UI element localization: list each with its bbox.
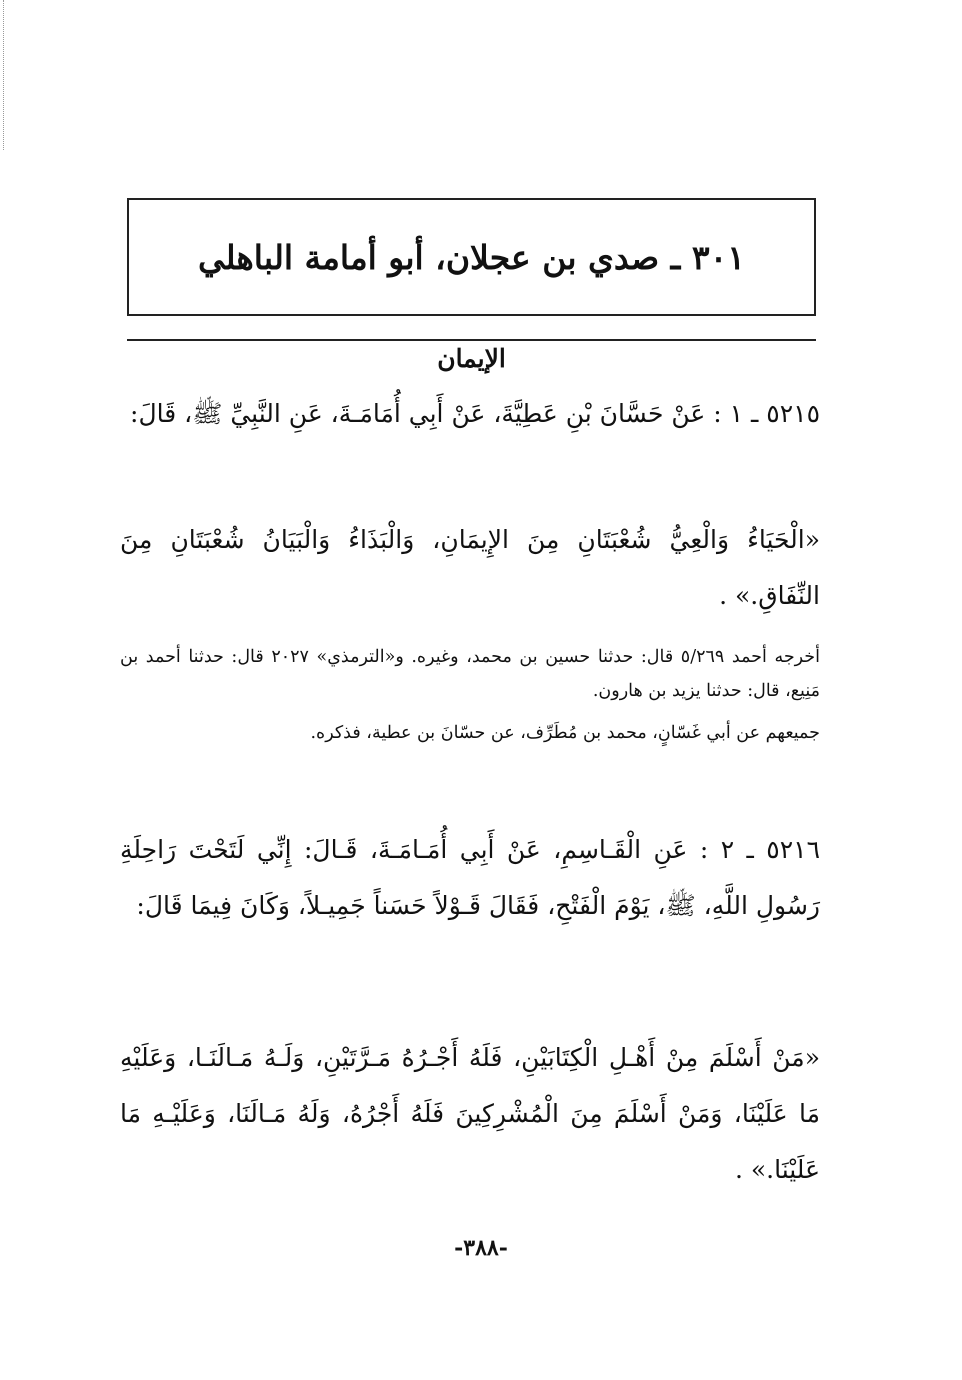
hadith-1-source-2: جميعهم عن أبي غَسّانٍ، محمد بن مُطَرِّف، عن حسّانَ بن عطية، فذكره. [310, 723, 820, 743]
hadith-1-intro-block [120, 386, 820, 442]
hadith-2-intro-block [120, 822, 820, 934]
page-edge-dots [3, 0, 5, 150]
hadith-1-intro: ٥٢١٥ ـ ١ : عَنْ حَسَّانَ بْنِ عَطِيَّةَ، عَنْ أَبِي أُمَامَـةَ، عَنِ النَّبِيِّ ﷺ، قَالَ: [130, 399, 820, 428]
chapter-title-box [127, 198, 816, 316]
hadith-1-text-block [120, 512, 820, 624]
section-divider [127, 339, 816, 341]
chapter-title: ٣٠١ ـ صدي بن عجلان، أبو أمامة الباهلي [197, 237, 746, 277]
hadith-2-text-block [120, 1030, 820, 1198]
hadith-1-text: «الْحَيَاءُ وَالْعِيُّ شُعْبَتَانِ مِنَ الإِيمَانِ، وَالْبَذَاءُ وَالْبَيَانُ شُعْبَتَانِ مِنَ النِّفَاقِ.» . [120, 525, 820, 610]
hadith-1-sources-block [120, 640, 820, 750]
section-title: الإيمان [437, 344, 506, 373]
page-number: -٣٨٨- [454, 1235, 508, 1261]
hadith-1-source-1: أخرجه أحمد ٥/٢٦٩ قال: حدثنا حسين بن محمد، وغيره. و«الترمذي» ٢٠٢٧ قال: حدثنا أحمد بن مَنِيع، قال: حدثنا يزيد بن هارون. [120, 647, 820, 701]
hadith-2-text: «مَنْ أَسْلَمَ مِنْ أَهْـلِ الْكِتَابَيْنِ، فَلَهُ أَجْـرُهُ مَـرَّتَيْنِ، وَلَـهُ مَـالَنَـا، وَعَلَيْهِ مَا عَلَيْنَا، وَمَنْ أَسْلَمَ مِنَ الْمُشْرِكِينَ فَلَهُ أَجْرُهُ، وَلَهُ مَـالَنَا، وَعَلَيْـهِ مَا عَلَيْنَا.» . [120, 1043, 820, 1184]
hadith-2-intro: ٥٢١٦ ـ ٢ : عَنِ الْقَـاسِمِ، عَنْ أَبِي أُمَـامَـةَ، قَـالَ: إِنِّي لَتَحْتَ رَاحِلَةِ رَسُولِ اللَّهِ، ﷺ، يَوْمَ الْفَتْحِ، فَقَالَ قَـوْلاً حَسَناً جَمِيـلاً، وَكَانَ فِيمَا قَالَ: [120, 835, 820, 920]
